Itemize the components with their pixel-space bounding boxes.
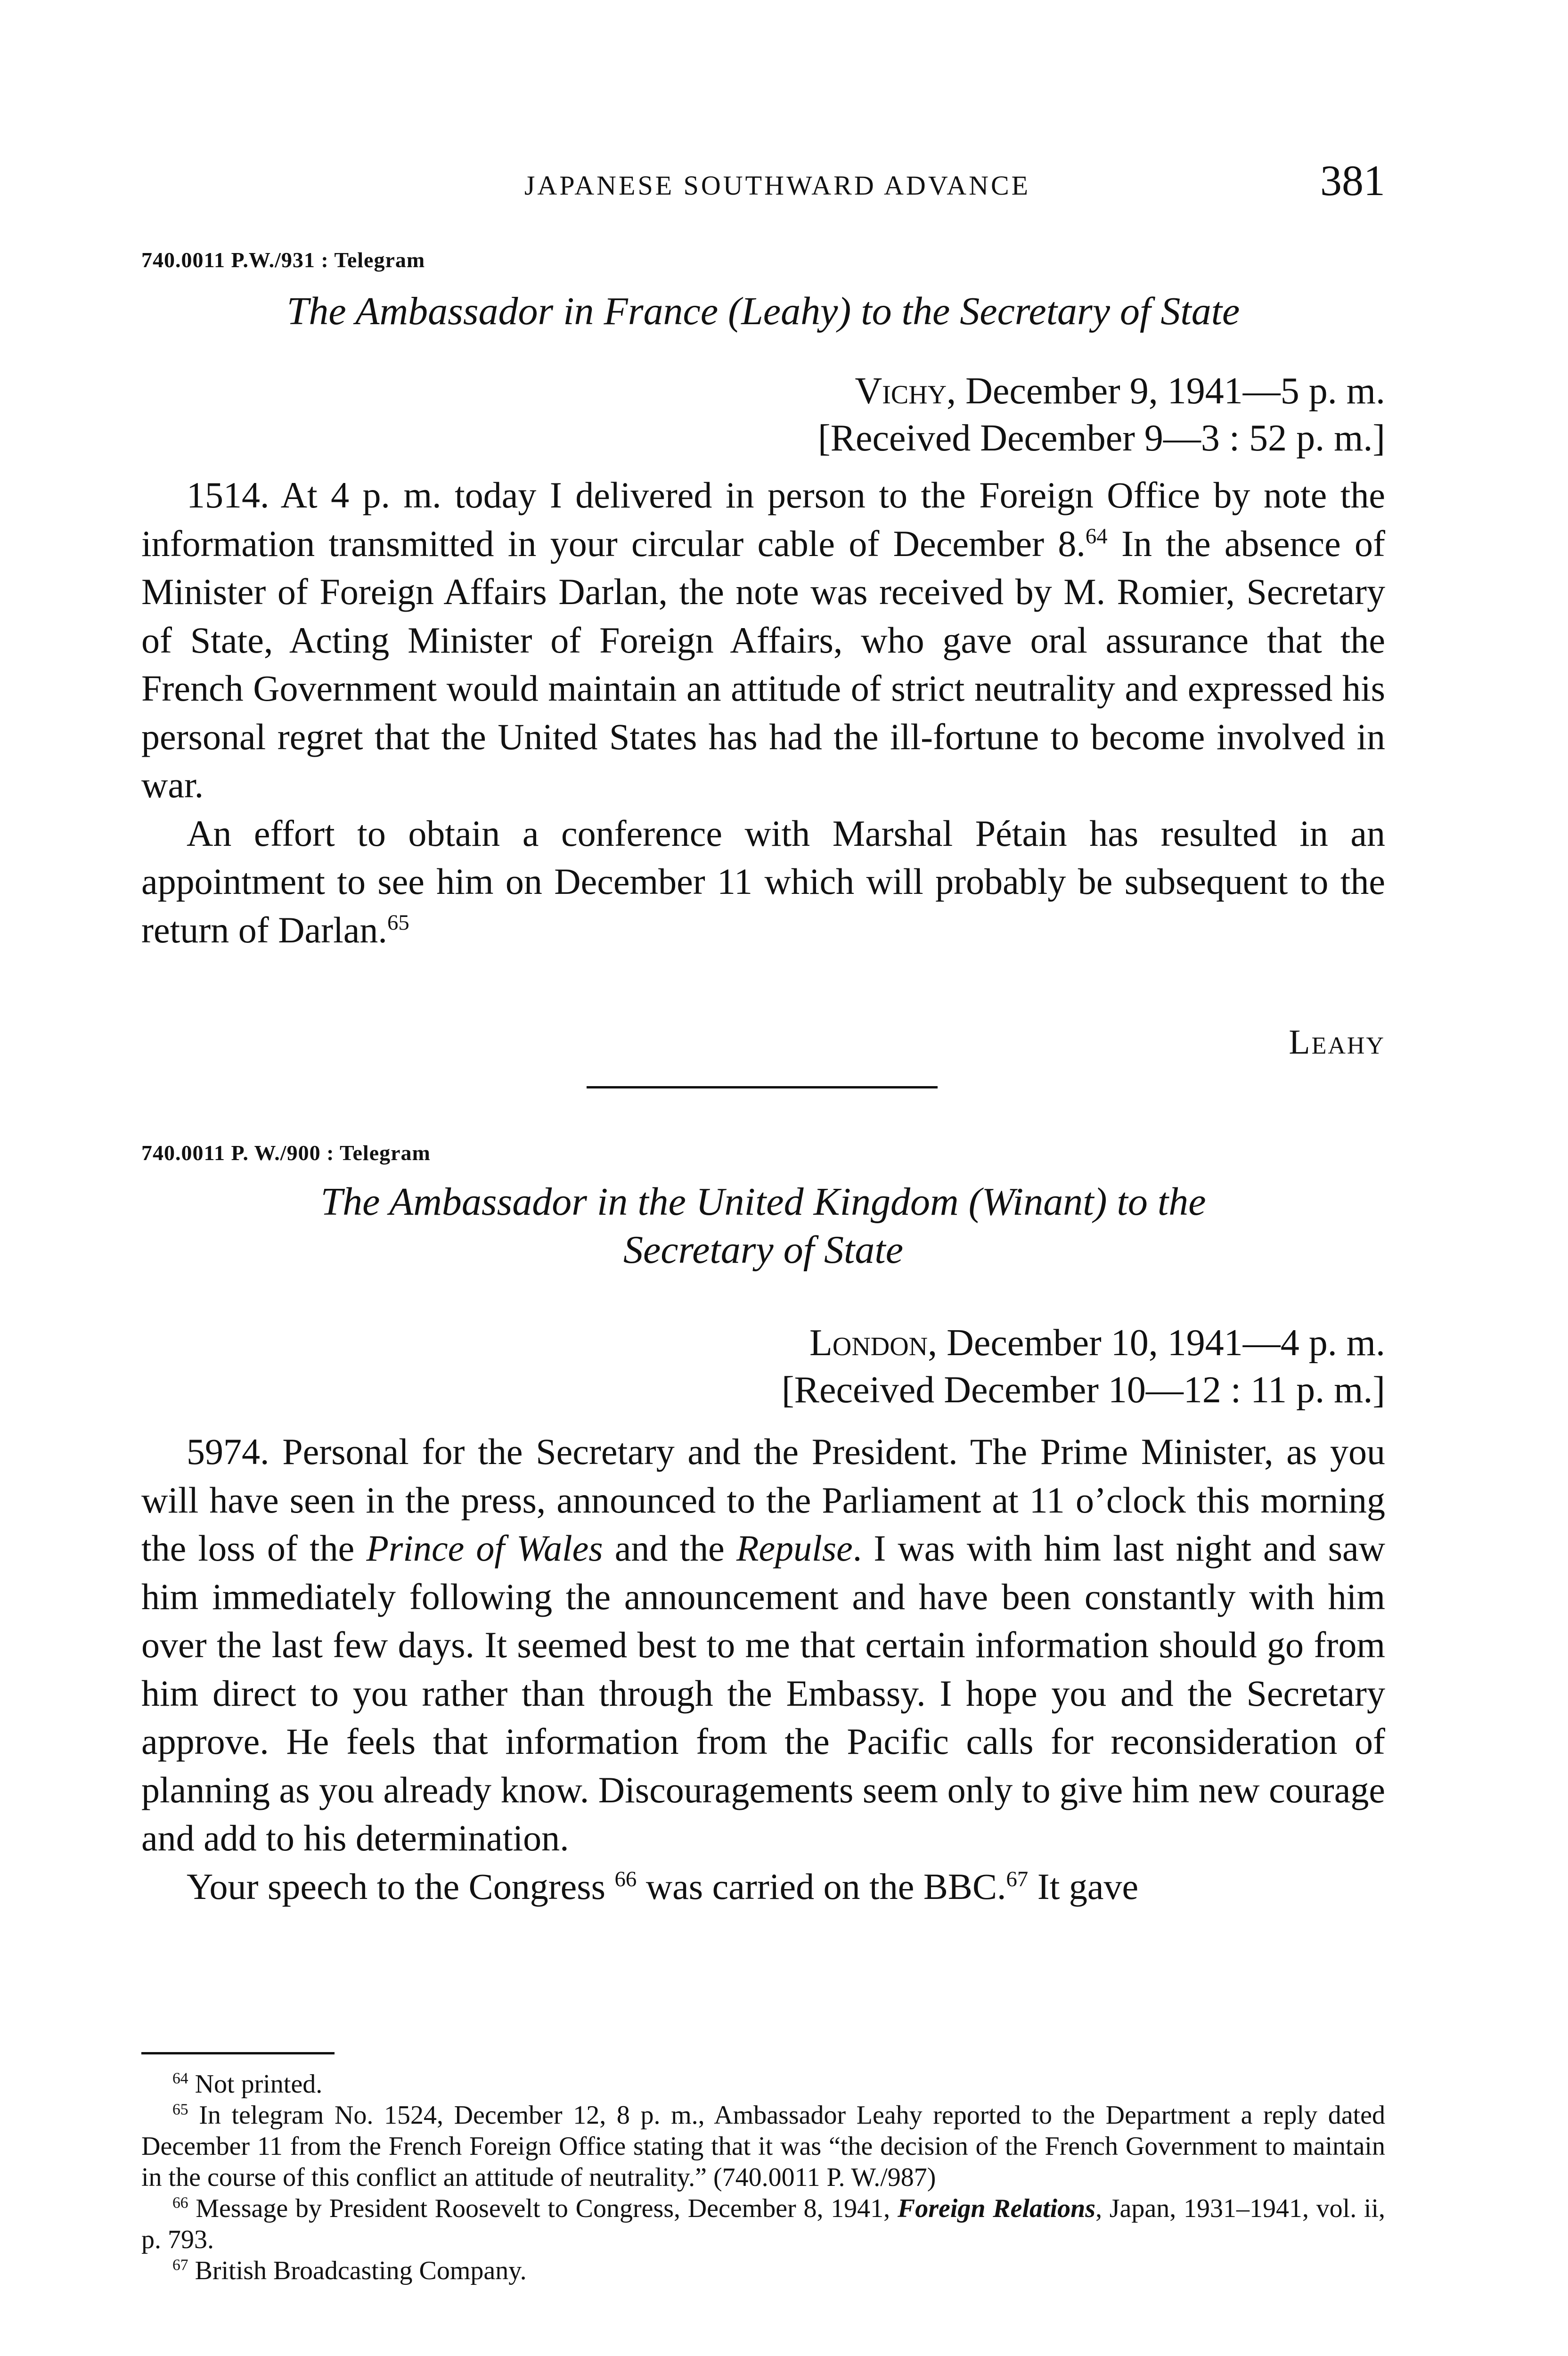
doc1-file-ref: 740.0011 P.W./931 : Telegram bbox=[141, 248, 425, 272]
doc2-sent-line bbox=[782, 1319, 1385, 1366]
doc2-para1-text-b: . I was with him last night and saw him immediately following the announcement and have been constantly with him over the last few days. It seemed best to me that certain information should go from him direct to you rather than through the Embassy. I hope you and the Secretary approve. He feels that information from the Pacific calls for reconsideration of planning as you already know. Discouragements seem only to give him new courage and add to his determination. bbox=[141, 1528, 1385, 1858]
page-number: 381 bbox=[1320, 156, 1385, 205]
footnote-64-text: Not printed. bbox=[188, 2070, 323, 2099]
footnote-67-text: British Broadcasting Company. bbox=[188, 2256, 527, 2285]
footnote-ref-65: 65 bbox=[387, 910, 409, 935]
footnote-67 bbox=[141, 2255, 1385, 2286]
doc2-file-ref: 740.0011 P. W./900 : Telegram bbox=[141, 1141, 431, 1165]
doc2-heading-line-1: The Ambassador in the United Kingdom (Winant) to the bbox=[320, 1180, 1206, 1224]
doc1-received-line: [Received December 9—3 : 52 p. m.] bbox=[817, 417, 1385, 459]
doc2-paragraph-2 bbox=[141, 1863, 1385, 1911]
footnote-66 bbox=[141, 2193, 1385, 2255]
doc2-para1-and: and the bbox=[603, 1528, 736, 1569]
footnote-65 bbox=[141, 2100, 1385, 2193]
footnote-mark-65: 65 bbox=[172, 2101, 188, 2119]
doc2-heading bbox=[141, 1178, 1385, 1274]
doc1-para2-text: An effort to obtain a conference with Marshal Pétain has resulted in an appointment to see him on December 11 which will probably be subsequent to the return of Darlan. bbox=[141, 812, 1385, 950]
page-header bbox=[141, 155, 1385, 212]
doc2-dateline bbox=[782, 1319, 1385, 1414]
doc2-received-line: [Received December 10—12 : 11 p. m.] bbox=[781, 1369, 1385, 1411]
footnote-mark-67: 67 bbox=[172, 2256, 188, 2274]
footnote-65-text: In telegram No. 1524, December 12, 8 p. m., Ambassador Leahy reported to the Department a reply dated December 11 from the French Foreign Office stating that it was “the decision of the French Government to maintain in the course of this conflict an attitude of neutrality.” (740.0011 P. W./987) bbox=[141, 2101, 1385, 2192]
footnote-66-text-a: Message by President Roosevelt to Congress, December 8, 1941, bbox=[188, 2194, 898, 2223]
footnote-66-title: Foreign Relations bbox=[897, 2194, 1096, 2223]
footnote-mark-66: 66 bbox=[172, 2194, 188, 2212]
footnote-ref-66: 66 bbox=[614, 1866, 637, 1891]
ship-name-repulse: Repulse bbox=[736, 1528, 853, 1569]
doc1-heading: The Ambassador in France (Leahy) to the Secretary of State bbox=[286, 289, 1240, 333]
doc2-body bbox=[141, 1428, 1385, 1911]
footnote-mark-64: 64 bbox=[172, 2070, 188, 2087]
doc2-para1-text-a: 5974. Personal for the Secretary and the President. The Prime Minister, as you will have seen in the press, announced to the Parliament at 11 o’clock this morning the loss of the bbox=[141, 1431, 1385, 1569]
footnote-64 bbox=[141, 2069, 1385, 2100]
doc2-para2-text-a: Your speech to the Congress bbox=[187, 1865, 615, 1907]
footnote-ref-67: 67 bbox=[1006, 1866, 1029, 1891]
doc1-para1-text-b: In the absence of Minister of Foreign Affairs Darlan, the note was received by M. Romier, Secretary of State, Acting Minister of Foreign Affairs, who gave oral assurance that the French Government would maintain an attitude of strict neutrality and expressed his personal regret that the United States has had the ill-fortune to become involved in war. bbox=[141, 523, 1386, 805]
doc2-para2-text-b: was carried on the BBC. bbox=[637, 1865, 1006, 1907]
doc1-para1-text-a: 1514. At 4 p. m. today I delivered in person to the Foreign Office by note the information transmitted in your circular cable of December 8. bbox=[141, 474, 1385, 564]
doc1-date: , December 9, 1941—5 p. m. bbox=[947, 370, 1385, 412]
doc1-paragraph-1 bbox=[141, 471, 1385, 810]
doc2-place: London bbox=[809, 1322, 928, 1364]
doc1-paragraph-2 bbox=[141, 810, 1385, 955]
section-divider bbox=[587, 1086, 938, 1088]
footnotes bbox=[141, 2069, 1385, 2286]
doc2-paragraph-1 bbox=[141, 1428, 1385, 1863]
doc1-place: Vichy bbox=[855, 370, 947, 412]
doc1-body bbox=[141, 471, 1385, 954]
doc2-heading-line-2: Secretary of State bbox=[623, 1228, 904, 1272]
doc2-date: , December 10, 1941—4 p. m. bbox=[928, 1322, 1385, 1364]
doc1-sent-line bbox=[818, 368, 1385, 415]
ship-name-prince-of-wales: Prince of Wales bbox=[366, 1528, 603, 1569]
footnote-divider bbox=[141, 2052, 335, 2054]
footnote-ref-64: 64 bbox=[1085, 524, 1108, 548]
doc1-dateline bbox=[818, 368, 1385, 462]
running-head: JAPANESE SOUTHWARD ADVANCE bbox=[524, 170, 1031, 201]
doc1-signature: Leahy bbox=[1289, 1023, 1385, 1062]
footnote-66-text-b: , Japan, 1931–1941, vol. ii, p. 793. bbox=[141, 2194, 1386, 2254]
doc2-para2-text-c: It gave bbox=[1028, 1865, 1139, 1907]
